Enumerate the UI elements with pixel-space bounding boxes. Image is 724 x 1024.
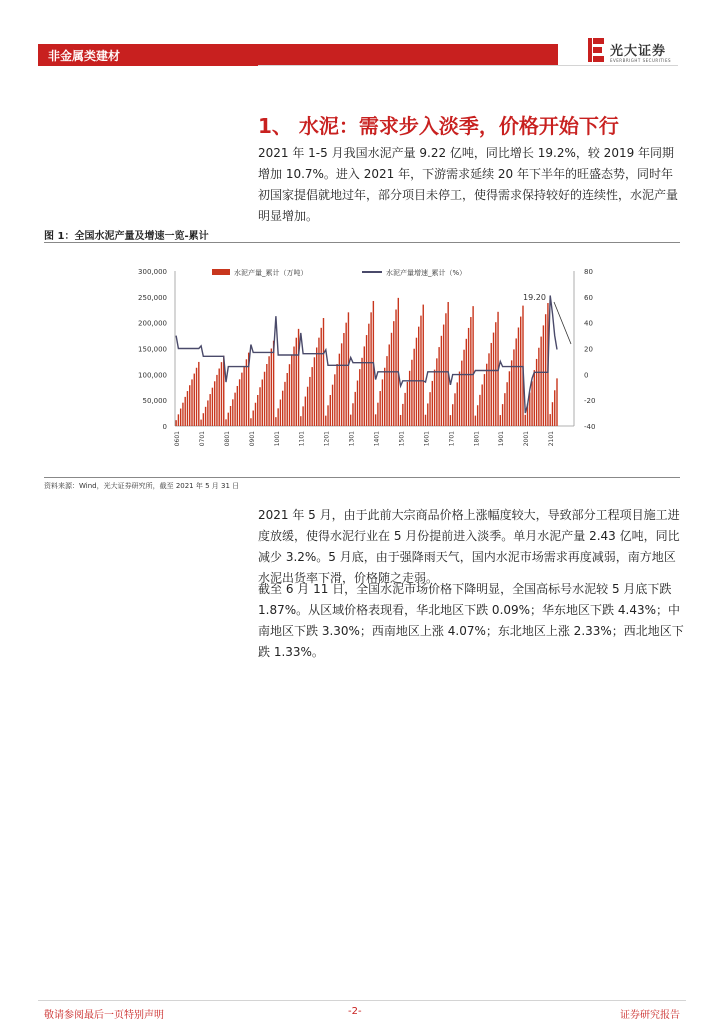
bar-2009-4 bbox=[255, 403, 256, 426]
bar-2015-5 bbox=[407, 382, 408, 426]
bar-2012-3 bbox=[327, 405, 328, 426]
bar-2015-4 bbox=[404, 393, 405, 426]
header-band bbox=[38, 44, 558, 66]
cement-output-chart bbox=[44, 258, 680, 473]
bar-2018-5 bbox=[481, 384, 482, 426]
bar-2019-10 bbox=[518, 328, 519, 427]
bar-2013-8 bbox=[364, 346, 365, 426]
bar-2015-3 bbox=[402, 404, 403, 426]
bar-2009-5 bbox=[257, 395, 258, 426]
bar-2009-12 bbox=[273, 341, 274, 426]
bar-2019-12 bbox=[522, 306, 523, 426]
bar-2019-4 bbox=[504, 393, 505, 426]
bar-2016-6 bbox=[434, 370, 435, 426]
bar-2014-8 bbox=[389, 344, 390, 426]
x-tick-label: 1401 bbox=[373, 431, 381, 447]
bar-2021-2 bbox=[549, 414, 550, 426]
bar-2006-6 bbox=[185, 397, 186, 426]
bar-2012-4 bbox=[330, 395, 331, 426]
bar-2007-2 bbox=[200, 420, 201, 426]
bar-2013-5 bbox=[357, 381, 358, 426]
bar-2011-5 bbox=[307, 387, 308, 426]
x-tick-label: 1501 bbox=[398, 431, 406, 447]
bar-2013-3 bbox=[352, 403, 353, 426]
bar-2017-3 bbox=[452, 404, 453, 426]
bar-2010-2 bbox=[275, 417, 276, 426]
left-tick-label: 200,000 bbox=[138, 319, 167, 328]
bar-2010-7 bbox=[287, 373, 288, 426]
bar-2017-12 bbox=[472, 306, 473, 426]
bar-2011-12 bbox=[323, 318, 324, 426]
bar-2018-6 bbox=[484, 374, 485, 426]
bar-2006-4 bbox=[180, 409, 181, 426]
bar-2009-11 bbox=[271, 349, 272, 427]
logo-subtext: EVERBRIGHT SECURITIES bbox=[610, 58, 672, 63]
bar-2016-7 bbox=[436, 358, 437, 426]
x-tick-labels bbox=[174, 431, 555, 446]
bar-2010-6 bbox=[284, 382, 285, 426]
bar-2007-4 bbox=[205, 407, 206, 426]
right-tick-label: -20 bbox=[584, 397, 596, 406]
right-tick-label: 80 bbox=[584, 268, 593, 276]
bar-2019-3 bbox=[502, 404, 503, 426]
bar-2015-6 bbox=[409, 371, 410, 426]
bar-2019-7 bbox=[511, 360, 512, 426]
bar-2014-10 bbox=[393, 321, 394, 426]
bar-2008-11 bbox=[246, 359, 247, 426]
bar-2006-7 bbox=[187, 391, 188, 426]
bar-2011-4 bbox=[305, 397, 306, 426]
bar-2013-7 bbox=[361, 358, 362, 426]
x-tick-label: 1801 bbox=[473, 431, 481, 447]
bar-2020-10 bbox=[543, 325, 544, 426]
bar-2016-4 bbox=[429, 392, 430, 426]
x-tick-label: 1601 bbox=[423, 431, 431, 447]
right-tick-label: 0 bbox=[584, 371, 589, 380]
bar-2012-11 bbox=[345, 323, 346, 426]
bar-2006-11 bbox=[196, 368, 197, 426]
bar-2017-8 bbox=[463, 350, 464, 426]
bar-2013-6 bbox=[359, 369, 360, 426]
right-tick-label: 60 bbox=[584, 293, 593, 302]
source-rule bbox=[44, 477, 680, 478]
bar-2013-11 bbox=[370, 312, 371, 426]
x-tick-label: 1701 bbox=[448, 431, 456, 447]
bar-2014-3 bbox=[377, 403, 378, 426]
x-tick-label: 1301 bbox=[348, 431, 356, 447]
bar-2009-8 bbox=[264, 372, 265, 426]
bar-2012-8 bbox=[339, 354, 340, 426]
x-tick-label: 0901 bbox=[248, 431, 256, 447]
bar-2016-11 bbox=[445, 313, 446, 426]
bar-2006-12 bbox=[198, 362, 199, 426]
bar-2018-10 bbox=[493, 333, 494, 426]
bar-2007-10 bbox=[219, 369, 220, 426]
footer-rule bbox=[38, 1000, 686, 1001]
bar-2012-10 bbox=[343, 333, 344, 426]
x-tick-label: 1001 bbox=[273, 431, 281, 447]
bar-2020-7 bbox=[536, 359, 537, 426]
bar-2021-5 bbox=[556, 378, 557, 426]
bar-2019-11 bbox=[520, 317, 521, 426]
bar-2015-12 bbox=[423, 305, 424, 426]
section-label: 非金属类建材 bbox=[48, 49, 121, 63]
bar-2018-9 bbox=[491, 343, 492, 426]
legend-line-label: 水泥产量增速_累计（%） bbox=[386, 269, 467, 277]
bar-2017-6 bbox=[459, 372, 460, 426]
bar-2019-2 bbox=[500, 415, 501, 426]
bar-2020-9 bbox=[540, 337, 541, 426]
bar-2006-3 bbox=[178, 414, 179, 426]
right-tick-labels bbox=[584, 268, 595, 431]
bar-2017-11 bbox=[470, 317, 471, 426]
bar-2010-4 bbox=[280, 400, 281, 426]
bar-2006-8 bbox=[189, 385, 190, 426]
bar-2017-2 bbox=[450, 415, 451, 426]
brand-logo bbox=[588, 38, 688, 68]
bar-2010-3 bbox=[277, 408, 278, 426]
annotation-leader bbox=[554, 302, 571, 344]
bar-2016-2 bbox=[425, 415, 426, 426]
logo-text: 光大证券 bbox=[610, 44, 667, 59]
bar-2006-9 bbox=[191, 379, 192, 426]
bar-2019-9 bbox=[515, 338, 516, 426]
bar-2018-4 bbox=[479, 395, 480, 426]
bar-2013-9 bbox=[366, 335, 367, 426]
bar-2016-12 bbox=[447, 302, 448, 426]
bar-2012-5 bbox=[332, 385, 333, 426]
bar-2018-11 bbox=[495, 322, 496, 426]
bar-2016-3 bbox=[427, 403, 428, 426]
bar-2008-2 bbox=[225, 419, 226, 426]
bar-2015-7 bbox=[411, 360, 412, 426]
paragraph-may: 2021 年 5 月，由于此前大宗商品价格上涨幅度较大，导致部分工程项目施工进度放缓，使得水泥行业在 5 月份提前进入淡季。单月水泥产量 2.43 亿吨，同比减少 3.2%。5 月底，由于强降雨天气，国内水泥市场需求再度减弱，南方地区水泥出货率下滑，价格随之走弱。 bbox=[258, 508, 680, 585]
bar-2014-4 bbox=[379, 391, 380, 426]
left-tick-labels bbox=[138, 268, 167, 431]
bar-2012-12 bbox=[348, 312, 349, 426]
bar-2008-4 bbox=[230, 406, 231, 426]
bar-2013-10 bbox=[368, 324, 369, 426]
footer-disclaimer: 敬请参阅最后一页特别声明 bbox=[44, 1010, 164, 1021]
bar-2009-10 bbox=[268, 356, 269, 426]
bar-2020-11 bbox=[545, 314, 546, 426]
bar-2014-7 bbox=[386, 356, 387, 426]
bar-2007-5 bbox=[207, 400, 208, 426]
bar-2017-7 bbox=[461, 361, 462, 426]
bar-2017-5 bbox=[457, 382, 458, 426]
left-tick-label: 50,000 bbox=[142, 397, 167, 406]
bar-2013-4 bbox=[355, 392, 356, 426]
bar-2010-11 bbox=[296, 338, 297, 426]
bar-2007-9 bbox=[216, 375, 217, 426]
bar-2009-3 bbox=[253, 411, 254, 427]
bar-2010-8 bbox=[289, 364, 290, 426]
bar-2015-10 bbox=[418, 327, 419, 426]
bar-2020-2 bbox=[525, 415, 526, 426]
bar-2010-9 bbox=[291, 355, 292, 426]
bar-2019-8 bbox=[513, 349, 514, 426]
bar-2007-8 bbox=[214, 381, 215, 426]
bar-2008-10 bbox=[243, 366, 244, 426]
bar-2014-12 bbox=[398, 298, 399, 426]
bar-2015-9 bbox=[416, 338, 417, 426]
bar-2011-7 bbox=[311, 367, 312, 426]
bar-2019-5 bbox=[506, 382, 507, 426]
left-tick-label: 150,000 bbox=[138, 345, 167, 354]
bar-2009-6 bbox=[259, 387, 260, 426]
left-tick-label: 100,000 bbox=[138, 371, 167, 380]
right-tick-label: 20 bbox=[584, 345, 593, 354]
bar-2015-2 bbox=[400, 415, 401, 426]
bar-2008-3 bbox=[228, 413, 229, 426]
bar-2012-6 bbox=[334, 374, 335, 426]
bar-2010-10 bbox=[293, 347, 294, 426]
bar-2009-7 bbox=[262, 380, 263, 427]
bar-2021-3 bbox=[552, 402, 553, 426]
bar-2008-8 bbox=[239, 379, 240, 426]
bar-2019-6 bbox=[509, 371, 510, 426]
bar-2008-5 bbox=[232, 399, 233, 426]
bar-2014-5 bbox=[382, 379, 383, 426]
legend bbox=[212, 268, 466, 277]
logo-mark-icon bbox=[588, 38, 604, 62]
bar-2010-12 bbox=[298, 329, 299, 426]
x-tick-label: 0801 bbox=[223, 431, 231, 447]
bar-2011-8 bbox=[314, 357, 315, 426]
bar-2009-9 bbox=[266, 364, 267, 426]
bar-2007-11 bbox=[221, 362, 222, 426]
legend-bar-label: 水泥产量_累计（万吨） bbox=[234, 269, 308, 277]
bar-2021-4 bbox=[554, 390, 555, 426]
footer-report-type: 证券研究报告 bbox=[620, 1010, 680, 1021]
bar-2006-10 bbox=[194, 374, 195, 426]
bar-2014-2 bbox=[375, 414, 376, 426]
bar-2017-4 bbox=[454, 393, 455, 426]
bar-2006-5 bbox=[182, 403, 183, 426]
right-tick-label: 40 bbox=[584, 319, 593, 328]
left-tick-label: 300,000 bbox=[138, 268, 167, 276]
bar-2020-5 bbox=[531, 381, 532, 426]
bar-2017-10 bbox=[468, 328, 469, 426]
bar-2012-2 bbox=[325, 416, 326, 426]
x-tick-label: 2001 bbox=[523, 431, 531, 447]
bar-2016-9 bbox=[441, 336, 442, 426]
figure-source: 资料来源：Wind，光大证券研究所，截至 2021 年 5 月 31 日 bbox=[44, 482, 240, 490]
left-tick-label: 250,000 bbox=[138, 293, 167, 302]
bar-2016-5 bbox=[432, 381, 433, 426]
bar-2011-6 bbox=[309, 377, 310, 426]
x-tick-label: 2101 bbox=[548, 431, 556, 447]
bar-2007-7 bbox=[212, 388, 213, 426]
bar-2011-2 bbox=[300, 416, 301, 426]
bar-2006-2 bbox=[175, 420, 176, 426]
bar-2007-6 bbox=[209, 394, 210, 426]
x-tick-label: 1201 bbox=[323, 431, 331, 447]
bar-2017-9 bbox=[466, 339, 467, 426]
bar-2010-5 bbox=[282, 391, 283, 426]
page-number: -2- bbox=[348, 1006, 362, 1017]
caption-rule bbox=[44, 242, 680, 243]
bar-2020-6 bbox=[534, 370, 535, 426]
bar-2012-7 bbox=[336, 364, 337, 426]
paragraph-price: 截至 6 月 11 日，全国水泥市场价格下降明显，全国高标号水泥较 5 月底下跌 1.87%。从区域价格表现看，华北地区下跌 0.09%；华东地区下跌 4.43%；中南地区下跌 3.30%；西南地区上涨 4.07%；东北地区上涨 2.33%；西北地区下跌 1.33%。 bbox=[258, 582, 684, 659]
annotation-label: 19.20 bbox=[523, 293, 546, 302]
bar-2008-7 bbox=[237, 386, 238, 426]
bar-2013-2 bbox=[350, 415, 351, 426]
bar-2015-8 bbox=[413, 349, 414, 426]
x-tick-label: 0601 bbox=[174, 431, 181, 447]
x-tick-label: 0701 bbox=[198, 431, 206, 447]
left-tick-label: 0 bbox=[162, 423, 167, 431]
section-title: 1、 水泥：需求步入淡季，价格开始下行 bbox=[258, 114, 619, 138]
x-tick-label: 1901 bbox=[498, 431, 506, 447]
bar-2016-10 bbox=[443, 325, 444, 426]
bar-2008-6 bbox=[234, 393, 235, 426]
bar-2012-9 bbox=[341, 343, 342, 426]
bar-2015-11 bbox=[420, 316, 421, 426]
bar-2018-7 bbox=[486, 364, 487, 426]
bar-2007-3 bbox=[203, 413, 204, 426]
bar-2008-9 bbox=[241, 373, 242, 426]
bar-2016-8 bbox=[438, 347, 439, 426]
bar-2011-11 bbox=[321, 328, 322, 426]
bar-2011-9 bbox=[316, 347, 317, 426]
bar-2011-3 bbox=[302, 406, 303, 426]
x-tick-label: 1101 bbox=[298, 431, 306, 447]
paragraph-intro: 2021 年 1-5 月我国水泥产量 9.22 亿吨，同比增长 19.2%，较 2019 年同期增加 10.7%。进入 2021 年，下游需求延续 20 年下半年的旺盛态势，同时年初国家提倡就地过年，部分项目未停工，使得需求保持较好的连续性，水泥产量明显增加。 bbox=[258, 146, 679, 223]
right-tick-label: -40 bbox=[584, 423, 596, 431]
bar-2018-3 bbox=[477, 405, 478, 426]
bar-2009-2 bbox=[250, 418, 251, 426]
bar-2018-2 bbox=[475, 416, 476, 426]
bar-2014-9 bbox=[391, 333, 392, 426]
legend-bar-swatch bbox=[212, 269, 230, 275]
bar-2014-6 bbox=[384, 368, 385, 426]
bar-2014-11 bbox=[395, 310, 396, 426]
figure-caption: 图 1：全国水泥产量及增速一览-累计 bbox=[44, 231, 209, 242]
bar-2020-8 bbox=[538, 348, 539, 426]
bar-2011-10 bbox=[318, 338, 319, 426]
bar-2018-8 bbox=[488, 353, 489, 426]
